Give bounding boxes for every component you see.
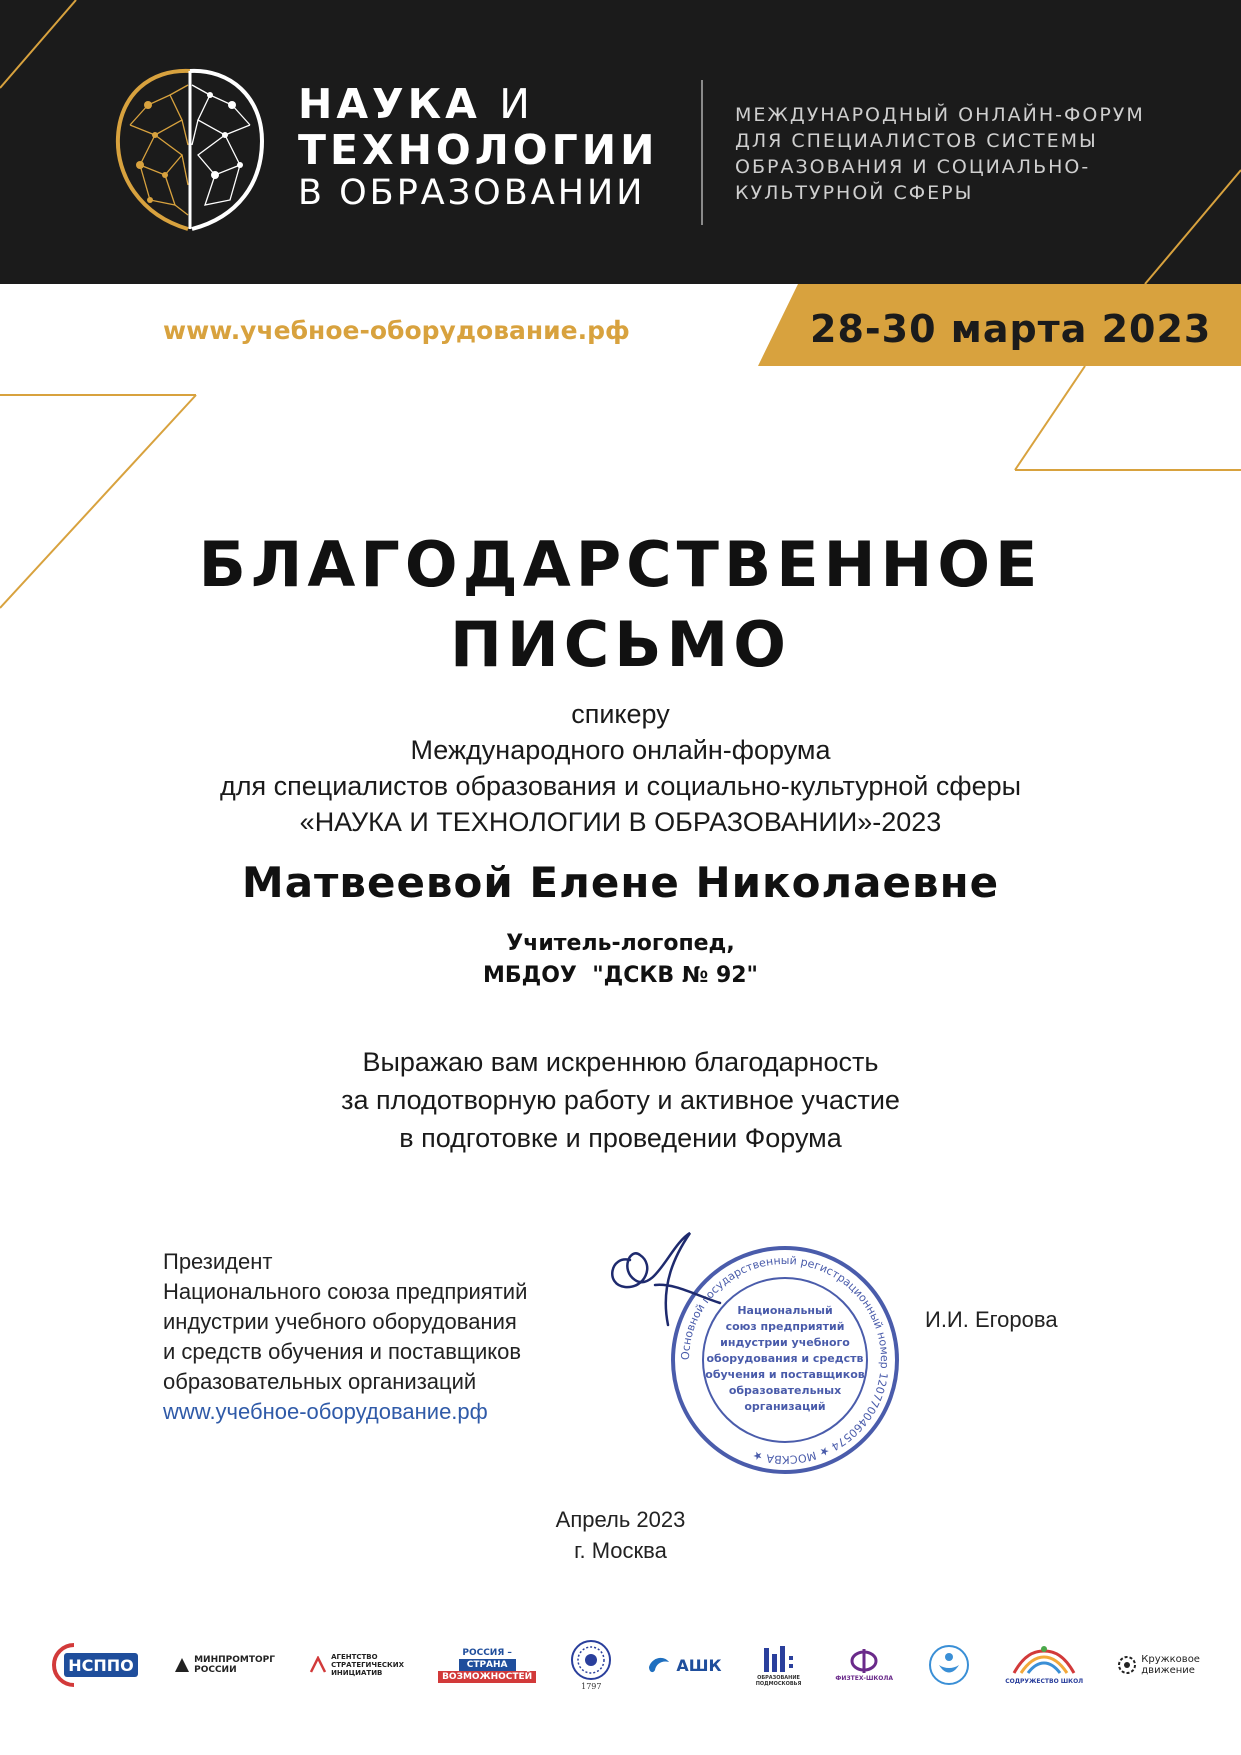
document-title bbox=[0, 525, 1241, 685]
partner-logos bbox=[50, 1625, 1200, 1705]
issue-date-place bbox=[0, 1504, 1241, 1566]
logo-word-obrazovanii: В ОБРАЗОВАНИИ bbox=[298, 172, 646, 213]
gratitude-line: Выражаю вам искреннюю благодарность bbox=[362, 1047, 879, 1077]
asi-line: ИНИЦИАТИВ bbox=[331, 1669, 383, 1677]
forum-desc-line: КУЛЬТУРНОЙ СФЕРЫ bbox=[735, 182, 974, 204]
signer-block bbox=[163, 1247, 527, 1427]
brain-logo-icon bbox=[110, 65, 270, 235]
sodruzhestvo-logo-icon bbox=[1009, 1645, 1079, 1677]
minpromtorg-line: РОССИИ bbox=[194, 1665, 237, 1675]
partner-ashk bbox=[646, 1652, 721, 1678]
ashk-logo-icon bbox=[646, 1652, 672, 1678]
handwritten-signature bbox=[600, 1225, 730, 1335]
stamp-inner-line: Национальный bbox=[737, 1304, 833, 1317]
nsppo-logo-icon bbox=[50, 1640, 140, 1690]
partner-russia-opportunities bbox=[438, 1647, 536, 1683]
stamp-inner-line: обучения и поставщиков bbox=[705, 1368, 865, 1381]
obrazovanie-line: ОБРАЗОВАНИЕ bbox=[757, 1674, 800, 1681]
asi-logo-icon bbox=[309, 1656, 327, 1674]
kruzhkovoe-line: Кружковое bbox=[1141, 1654, 1200, 1665]
fiztech-label: ФИЗТЕХ-ШКОЛА bbox=[835, 1675, 893, 1682]
kruzhkovoe-logo-icon bbox=[1117, 1655, 1137, 1675]
partner-kruzhkovoe bbox=[1117, 1654, 1200, 1676]
stamp-inner-line: союз предприятий bbox=[725, 1320, 845, 1333]
russia-line: ВОЗМОЖНОСТЕЙ bbox=[438, 1671, 536, 1683]
partner-sodruzhestvo bbox=[1005, 1645, 1083, 1685]
stamp-inner-line: индустрии учебного bbox=[720, 1336, 850, 1349]
logo-word-nauka: НАУКА bbox=[298, 80, 481, 128]
signer-site-link[interactable]: www.учебное-оборудование.рф bbox=[163, 1399, 488, 1424]
logo-word-tehnologii: ТЕХНОЛОГИИ bbox=[298, 125, 659, 174]
partner-obrazovanie-podmoskovya bbox=[756, 1644, 802, 1687]
partner-minpromtorg bbox=[174, 1655, 275, 1675]
signer-title-line: и средств обучения и поставщиков bbox=[163, 1339, 522, 1364]
partner-circle-emblem bbox=[927, 1643, 971, 1687]
asi-line: СТРАТЕГИЧЕСКИХ bbox=[331, 1661, 404, 1669]
minpromtorg-line: МИНПРОМТОРГ bbox=[194, 1655, 275, 1665]
svg-text:НСППО: НСППО bbox=[68, 1656, 134, 1675]
gratitude-line: в подготовке и проведении Форума bbox=[399, 1123, 842, 1153]
subtitle-line: «НАУКА И ТЕХНОЛОГИИ В ОБРАЗОВАНИИ»-2023 bbox=[299, 807, 942, 837]
russia-line: РОССИЯ – bbox=[458, 1647, 516, 1659]
russia-line: СТРАНА bbox=[459, 1659, 516, 1671]
recipient-name: Матвеевой Елене Николаевне bbox=[241, 858, 1000, 907]
partner-fiztech bbox=[835, 1648, 893, 1682]
signer-title-line: Президент bbox=[163, 1249, 273, 1274]
stamp-inner-line: образовательных bbox=[728, 1384, 842, 1397]
signer-title-line: Национального союза предприятий bbox=[163, 1279, 528, 1304]
obrazovanie-line: ПОДМОСКОВЬЯ bbox=[755, 1680, 802, 1687]
ashk-label: АШК bbox=[676, 1655, 722, 1675]
issue-city: г. Москва bbox=[574, 1538, 667, 1563]
forum-desc-line: МЕЖДУНАРОДНЫЙ ОНЛАЙН-ФОРУМ bbox=[735, 104, 1145, 126]
stamp-ring-text: Основной государственный регистрационный номер 1207700460574 ★ МОСКВА ★ bbox=[678, 1253, 892, 1467]
stamp-inner-line: оборудования и средств bbox=[706, 1352, 864, 1365]
academy-emblem-icon bbox=[570, 1639, 612, 1681]
fiztech-logo-icon bbox=[849, 1648, 879, 1674]
signer-title-line: образовательных организаций bbox=[163, 1369, 477, 1394]
stamp-inner-line: организаций bbox=[744, 1400, 826, 1413]
document-subtitle bbox=[0, 696, 1241, 840]
organization-line: МБДОУ "ДСКВ № 92" bbox=[482, 963, 759, 988]
recipient-position bbox=[0, 928, 1241, 992]
gratitude-line: за плодотворную работу и активное участие bbox=[341, 1085, 900, 1115]
signer-title-line: индустрии учебного оборудования bbox=[163, 1309, 517, 1334]
forum-logo-title bbox=[298, 82, 658, 213]
position-line: Учитель-логопед, bbox=[506, 931, 735, 956]
forum-desc-line: ОБРАЗОВАНИЯ И СОЦИАЛЬНО- bbox=[735, 156, 1091, 178]
subtitle-line: для специалистов образования и социально-культурной сферы bbox=[219, 771, 1022, 801]
gratitude-text bbox=[0, 1043, 1241, 1157]
title-line-2: ПИСЬМО bbox=[450, 608, 791, 681]
partner-academy bbox=[570, 1639, 612, 1691]
partner-nsppo bbox=[50, 1640, 140, 1690]
subtitle-line: спикеру bbox=[571, 699, 670, 729]
title-line-1: БЛАГОДАРСТВЕННОЕ bbox=[198, 528, 1043, 601]
kruzhkovoe-line: движение bbox=[1141, 1665, 1195, 1676]
header-divider bbox=[701, 80, 703, 225]
partner-asi bbox=[309, 1653, 404, 1677]
logo-word-i: И bbox=[499, 80, 534, 128]
site-url[interactable]: www.учебное-оборудование.рф bbox=[163, 316, 630, 345]
event-dates: 28-30 марта 2023 bbox=[810, 307, 1212, 351]
asi-line: АГЕНТСТВО bbox=[331, 1653, 378, 1661]
sodruzhestvo-label: СОДРУЖЕСТВО ШКОЛ bbox=[1005, 1678, 1084, 1685]
minpromtorg-logo-icon bbox=[174, 1657, 190, 1673]
academy-year: 1797 bbox=[581, 1682, 602, 1691]
subtitle-line: Международного онлайн-форума bbox=[410, 735, 831, 765]
signer-name: И.И. Егорова bbox=[925, 1307, 1058, 1332]
obrazovanie-logo-icon bbox=[762, 1644, 796, 1674]
education-emblem-icon bbox=[927, 1643, 971, 1687]
issue-date: Апрель 2023 bbox=[555, 1507, 686, 1532]
forum-description bbox=[735, 102, 1145, 206]
forum-desc-line: ДЛЯ СПЕЦИАЛИСТОВ СИСТЕМЫ bbox=[735, 130, 1098, 152]
